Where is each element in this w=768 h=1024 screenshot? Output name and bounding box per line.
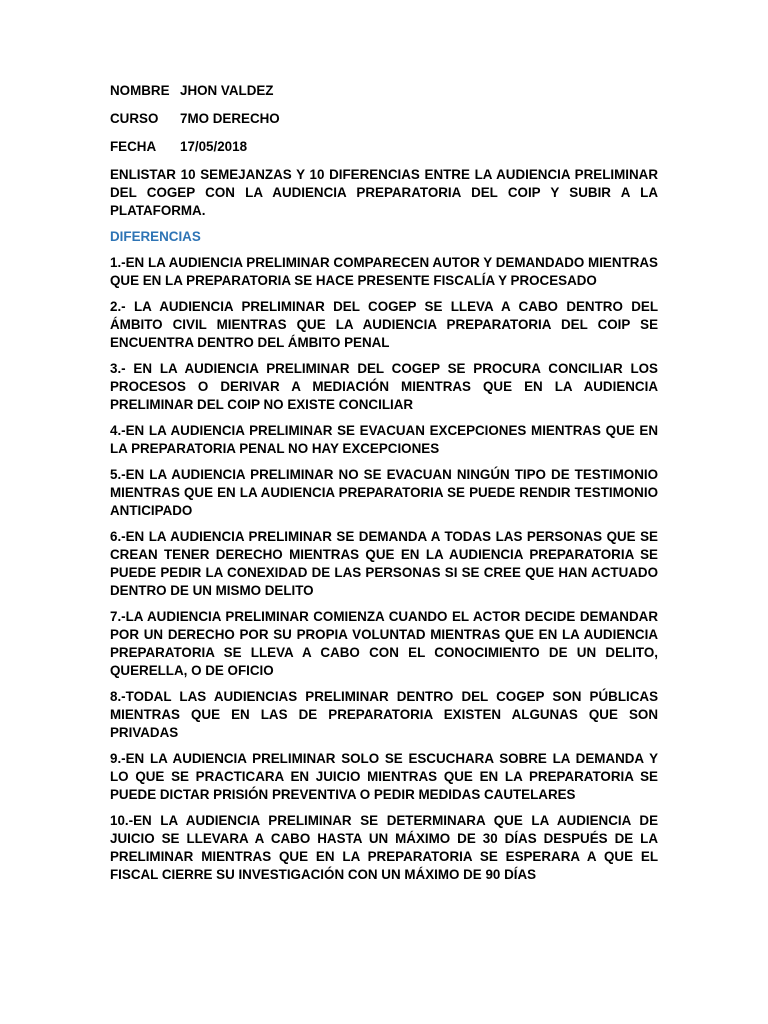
list-item: 1.-EN LA AUDIENCIA PRELIMINAR COMPARECEN AUTOR Y DEMANDADO MIENTRAS QUE EN LA PREPARATORIA SE HACE PRESENTE FISCALÍA Y PROCESADO [110, 255, 658, 288]
nombre-value: JHON VALDEZ [180, 83, 274, 98]
fecha-row [110, 138, 658, 156]
list-item: 8.-TODAL LAS AUDIENCIAS PRELIMINAR DENTRO DEL COGEP SON PÚBLICAS MIENTRAS QUE EN LAS DE PREPARATORIA EXISTEN ALGUNAS QUE SON PRIVADAS [110, 689, 658, 740]
list-item: 9.-EN LA AUDIENCIA PRELIMINAR SOLO SE ESCUCHARA SOBRE LA DEMANDA Y LO QUE SE PRACTICARA EN JUICIO MIENTRAS QUE EN LA PREPARATORIA SE PUEDE DICTAR PRISIÓN PREVENTIVA O PEDIR MEDIDAS CAUTELARES [110, 751, 658, 802]
list-item: 3.- EN LA AUDIENCIA PRELIMINAR DEL COGEP SE PROCURA CONCILIAR LOS PROCESOS O DERIVAR A MEDIACIÓN MIENTRAS QUE EN LA AUDIENCIA PRELIMINAR DEL COIP NO EXISTE CONCILIAR [110, 361, 658, 412]
fecha-value: 17/05/2018 [180, 139, 248, 154]
list-item: 6.-EN LA AUDIENCIA PRELIMINAR SE DEMANDA A TODAS LAS PERSONAS QUE SE CREAN TENER DERECHO MIENTRAS QUE EN LA AUDIENCIA PREPARATORIA SE PUEDE PEDIR LA CONEXIDAD DE LAS PERSONAS SI SE CREE QUE HAN ACTUADO DENTRO DE UN MISMO DELITO [110, 529, 658, 598]
list-item: 7.-LA AUDIENCIA PRELIMINAR COMIENZA CUANDO EL ACTOR DECIDE DEMANDAR POR UN DERECHO POR SU PROPIA VOLUNTAD MIENTRAS QUE EN LA AUDIENCIA PREPARATORIA SE LLEVA A CABO CON EL CONOCIMIENTO DE UN DELITO, QUERELLA, O DE OFICIO [110, 609, 658, 678]
curso-value: 7MO DERECHO [180, 111, 280, 126]
list-item: 4.-EN LA AUDIENCIA PRELIMINAR SE EVACUAN EXCEPCIONES MIENTRAS QUE EN LA PREPARATORIA PENAL NO HAY EXCEPCIONES [110, 423, 658, 456]
list-item: 10.-EN LA AUDIENCIA PRELIMINAR SE DETERMINARA QUE LA AUDIENCIA DE JUICIO SE LLEVARA A CABO HASTA UN MÁXIMO DE 30 DÍAS DESPUÉS DE LA PRELIMINAR MIENTRAS QUE EN LA PREPARATORIA SE ESPERARA A QUE EL FISCAL CIERRE SU INVESTIGACIÓN CON UN MÁXIMO DE 90 DÍAS [110, 813, 658, 882]
curso-label: CURSO [110, 111, 159, 126]
document-page [110, 82, 658, 892]
list-item: 5.-EN LA AUDIENCIA PRELIMINAR NO SE EVACUAN NINGÚN TIPO DE TESTIMONIO MIENTRAS QUE EN LA AUDIENCIA PREPARATORIA SE PUEDE RENDIR TESTIMONIO ANTICIPADO [110, 467, 658, 518]
curso-row [110, 110, 658, 128]
nombre-label: NOMBRE [110, 83, 170, 98]
fecha-label: FECHA [110, 139, 157, 154]
assignment-text: ENLISTAR 10 SEMEJANZAS Y 10 DIFERENCIAS ENTRE LA AUDIENCIA PRELIMINAR DEL COGEP CON LA AUDIENCIA PREPARATORIA DEL COIP Y SUBIR A LA PLATAFORMA. [110, 167, 658, 218]
nombre-row [110, 82, 658, 100]
section-heading: DIFERENCIAS [110, 229, 201, 244]
list-item: 2.- LA AUDIENCIA PRELIMINAR DEL COGEP SE LLEVA A CABO DENTRO DEL ÁMBITO CIVIL MIENTRAS QUE LA AUDIENCIA PREPARATORIA DEL COIP SE ENCUENTRA DENTRO DEL ÁMBITO PENAL [110, 299, 658, 350]
differences-list [110, 254, 658, 884]
